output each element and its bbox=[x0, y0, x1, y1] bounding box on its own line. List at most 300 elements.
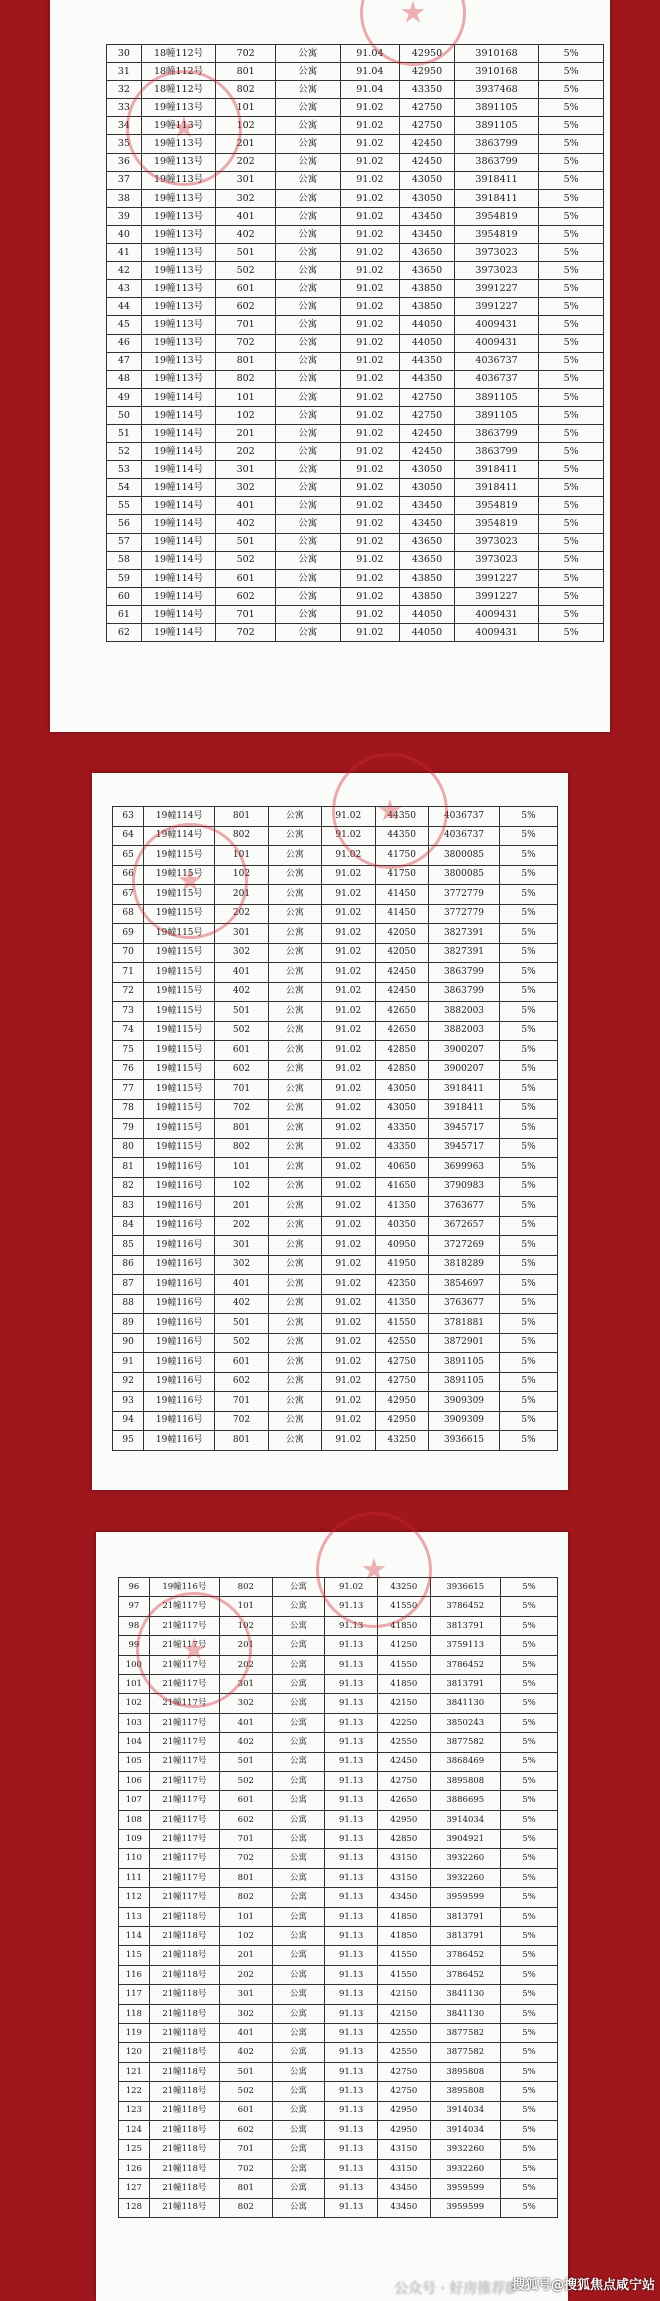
cell-total-price: 3827391 bbox=[428, 943, 499, 963]
cell-total-price: 3973023 bbox=[454, 551, 538, 569]
cell-room: 401 bbox=[219, 1713, 272, 1732]
cell-area: 91.02 bbox=[340, 189, 400, 207]
table-row bbox=[113, 1197, 558, 1217]
cell-area: 91.02 bbox=[340, 461, 400, 479]
cell-unit-price: 40350 bbox=[375, 1216, 428, 1236]
cell-discount: 5% bbox=[539, 424, 604, 442]
cell-unit-price: 42450 bbox=[375, 963, 428, 983]
cell-total-price: 3937468 bbox=[454, 81, 538, 99]
table-row bbox=[119, 1616, 558, 1635]
cell-area: 91.13 bbox=[325, 2198, 378, 2217]
cell-usage: 公寓 bbox=[275, 99, 340, 117]
cell-unit-price: 42150 bbox=[377, 1985, 430, 2004]
cell-total-price: 3841130 bbox=[430, 1985, 500, 2004]
cell-index: 81 bbox=[113, 1158, 144, 1178]
cell-total-price: 3914034 bbox=[430, 2101, 500, 2120]
cell-unit-price: 43150 bbox=[377, 2140, 430, 2159]
cell-total-price: 3786452 bbox=[430, 1946, 500, 1965]
cell-index: 119 bbox=[119, 2023, 150, 2042]
table-row bbox=[113, 1333, 558, 1353]
cell-room: 701 bbox=[219, 1830, 272, 1849]
cell-total-price: 3973023 bbox=[454, 244, 538, 262]
cell-room: 602 bbox=[216, 587, 276, 605]
cell-discount: 5% bbox=[500, 1255, 558, 1275]
cell-total-price: 3918411 bbox=[454, 461, 538, 479]
table-row bbox=[113, 1138, 558, 1158]
cell-index: 108 bbox=[119, 1810, 150, 1829]
cell-room: 702 bbox=[216, 624, 276, 642]
cell-building: 19幢113号 bbox=[141, 298, 216, 316]
cell-total-price: 3759113 bbox=[430, 1636, 500, 1655]
table-row bbox=[107, 117, 604, 135]
cell-index: 115 bbox=[119, 1946, 150, 1965]
cell-index: 93 bbox=[113, 1392, 144, 1412]
cell-index: 91 bbox=[113, 1353, 144, 1373]
cell-room: 502 bbox=[219, 2082, 272, 2101]
cell-area: 91.02 bbox=[322, 1255, 375, 1275]
table-row bbox=[119, 1907, 558, 1926]
cell-discount: 5% bbox=[500, 1119, 558, 1139]
cell-total-price: 3918411 bbox=[454, 189, 538, 207]
cell-unit-price: 41450 bbox=[375, 885, 428, 905]
cell-total-price: 3699963 bbox=[428, 1158, 499, 1178]
table-row bbox=[119, 1674, 558, 1693]
cell-total-price: 3891105 bbox=[454, 117, 538, 135]
table-row bbox=[107, 207, 604, 225]
cell-room: 201 bbox=[215, 885, 268, 905]
cell-area: 91.13 bbox=[325, 1752, 378, 1771]
cell-usage: 公寓 bbox=[275, 587, 340, 605]
table-row bbox=[119, 1868, 558, 1887]
cell-room: 302 bbox=[219, 2004, 272, 2023]
cell-total-price: 3863799 bbox=[454, 424, 538, 442]
cell-building: 21幢118号 bbox=[149, 2179, 219, 2198]
cell-unit-price: 41350 bbox=[375, 1197, 428, 1217]
cell-area: 91.02 bbox=[322, 1002, 375, 1022]
cell-building: 19幢115号 bbox=[144, 1138, 215, 1158]
cell-room: 502 bbox=[215, 1021, 268, 1041]
cell-usage: 公寓 bbox=[272, 1636, 325, 1655]
cell-total-price: 3882003 bbox=[428, 1021, 499, 1041]
cell-total-price: 3841130 bbox=[430, 1694, 500, 1713]
cell-building: 21幢118号 bbox=[149, 1907, 219, 1926]
cell-unit-price: 42450 bbox=[377, 1752, 430, 1771]
cell-total-price: 3868469 bbox=[430, 1752, 500, 1771]
cell-index: 85 bbox=[113, 1236, 144, 1256]
cell-room: 202 bbox=[216, 153, 276, 171]
table-row bbox=[119, 1849, 558, 1868]
cell-room: 101 bbox=[215, 1158, 268, 1178]
cell-area: 91.13 bbox=[325, 2140, 378, 2159]
cell-usage: 公寓 bbox=[272, 2082, 325, 2101]
cell-building: 21幢118号 bbox=[149, 2023, 219, 2042]
cell-index: 58 bbox=[107, 551, 142, 569]
cell-building: 21幢118号 bbox=[149, 1946, 219, 1965]
cell-total-price: 3863799 bbox=[428, 982, 499, 1002]
table-row bbox=[107, 81, 604, 99]
cell-building: 19幢115号 bbox=[144, 1099, 215, 1119]
cell-discount: 5% bbox=[539, 316, 604, 334]
cell-index: 120 bbox=[119, 2043, 150, 2062]
cell-area: 91.02 bbox=[322, 1314, 375, 1334]
cell-index: 79 bbox=[113, 1119, 144, 1139]
cell-discount: 5% bbox=[539, 624, 604, 642]
cell-building: 19幢113号 bbox=[141, 207, 216, 225]
cell-area: 91.02 bbox=[340, 443, 400, 461]
cell-area: 91.02 bbox=[340, 605, 400, 623]
cell-room: 302 bbox=[219, 1694, 272, 1713]
cell-area: 91.02 bbox=[322, 1333, 375, 1353]
table-row bbox=[113, 904, 558, 924]
cell-building: 19幢114号 bbox=[141, 461, 216, 479]
cell-area: 91.02 bbox=[322, 1431, 375, 1451]
wechat-account-watermark: 公众号 · 好房推荐B bbox=[394, 2281, 515, 2297]
cell-area: 91.02 bbox=[340, 298, 400, 316]
cell-usage: 公寓 bbox=[272, 1655, 325, 1674]
table-row bbox=[107, 244, 604, 262]
cell-usage: 公寓 bbox=[275, 316, 340, 334]
table-row bbox=[119, 1694, 558, 1713]
cell-building: 19幢113号 bbox=[141, 135, 216, 153]
cell-building: 21幢117号 bbox=[149, 1674, 219, 1693]
cell-total-price: 4036737 bbox=[454, 370, 538, 388]
cell-unit-price: 41850 bbox=[377, 1907, 430, 1926]
cell-discount: 5% bbox=[500, 1713, 557, 1732]
price-list-page-2 bbox=[92, 773, 568, 1490]
table-row bbox=[113, 943, 558, 963]
cell-unit-price: 43150 bbox=[377, 2159, 430, 2178]
cell-usage: 公寓 bbox=[268, 1158, 321, 1178]
cell-room: 302 bbox=[215, 1255, 268, 1275]
cell-area: 91.02 bbox=[340, 207, 400, 225]
cell-usage: 公寓 bbox=[272, 1674, 325, 1693]
table-body bbox=[113, 807, 558, 1451]
table-row bbox=[107, 135, 604, 153]
cell-total-price: 3959599 bbox=[430, 2198, 500, 2217]
cell-usage: 公寓 bbox=[275, 117, 340, 135]
cell-unit-price: 41850 bbox=[377, 1616, 430, 1635]
cell-total-price: 3895808 bbox=[430, 1771, 500, 1790]
cell-discount: 5% bbox=[500, 1849, 557, 1868]
cell-area: 91.02 bbox=[340, 316, 400, 334]
cell-building: 21幢118号 bbox=[149, 2120, 219, 2139]
cell-area: 91.13 bbox=[325, 2023, 378, 2042]
cell-index: 66 bbox=[113, 865, 144, 885]
cell-discount: 5% bbox=[500, 2101, 557, 2120]
cell-usage: 公寓 bbox=[268, 904, 321, 924]
cell-room: 302 bbox=[216, 479, 276, 497]
cell-building: 21幢118号 bbox=[149, 2140, 219, 2159]
cell-index: 104 bbox=[119, 1733, 150, 1752]
cell-building: 19幢115号 bbox=[144, 904, 215, 924]
cell-room: 702 bbox=[216, 334, 276, 352]
cell-room: 801 bbox=[216, 352, 276, 370]
table-row bbox=[107, 497, 604, 515]
cell-index: 61 bbox=[107, 605, 142, 623]
cell-unit-price: 42750 bbox=[377, 2082, 430, 2101]
table-row bbox=[107, 352, 604, 370]
cell-total-price: 3991227 bbox=[454, 298, 538, 316]
cell-room: 102 bbox=[216, 117, 276, 135]
cell-unit-price: 42850 bbox=[377, 1830, 430, 1849]
cell-area: 91.02 bbox=[322, 1041, 375, 1061]
cell-room: 502 bbox=[219, 1771, 272, 1790]
cell-total-price: 3763677 bbox=[428, 1294, 499, 1314]
cell-building: 19幢116号 bbox=[149, 1578, 219, 1597]
cell-area: 91.13 bbox=[325, 2082, 378, 2101]
table-row bbox=[113, 1275, 558, 1295]
cell-building: 19幢113号 bbox=[141, 280, 216, 298]
cell-discount: 5% bbox=[500, 2004, 557, 2023]
cell-index: 128 bbox=[119, 2198, 150, 2217]
table-row bbox=[113, 1431, 558, 1451]
cell-area: 91.02 bbox=[322, 865, 375, 885]
cell-total-price: 3781881 bbox=[428, 1314, 499, 1334]
cell-unit-price: 41250 bbox=[377, 1636, 430, 1655]
table-row bbox=[107, 370, 604, 388]
cell-discount: 5% bbox=[500, 2082, 557, 2101]
cell-index: 68 bbox=[113, 904, 144, 924]
cell-building: 19幢115号 bbox=[144, 943, 215, 963]
cell-building: 19幢114号 bbox=[141, 569, 216, 587]
cell-room: 801 bbox=[215, 807, 268, 827]
cell-index: 74 bbox=[113, 1021, 144, 1041]
table-row bbox=[113, 1372, 558, 1392]
cell-unit-price: 42950 bbox=[377, 2120, 430, 2139]
table-row bbox=[107, 443, 604, 461]
cell-total-price: 3895808 bbox=[430, 2082, 500, 2101]
cell-room: 201 bbox=[216, 135, 276, 153]
cell-usage: 公寓 bbox=[272, 1597, 325, 1616]
cell-area: 91.02 bbox=[340, 515, 400, 533]
cell-usage: 公寓 bbox=[268, 1275, 321, 1295]
cell-usage: 公寓 bbox=[275, 424, 340, 442]
cell-unit-price: 42750 bbox=[375, 1353, 428, 1373]
cell-usage: 公寓 bbox=[272, 1946, 325, 1965]
cell-discount: 5% bbox=[500, 943, 558, 963]
cell-discount: 5% bbox=[539, 497, 604, 515]
cell-index: 95 bbox=[113, 1431, 144, 1451]
cell-room: 701 bbox=[216, 316, 276, 334]
table-row bbox=[119, 1733, 558, 1752]
cell-unit-price: 42750 bbox=[400, 388, 455, 406]
table-row bbox=[119, 2159, 558, 2178]
cell-index: 30 bbox=[107, 45, 142, 63]
table-row bbox=[107, 280, 604, 298]
cell-area: 91.13 bbox=[325, 2120, 378, 2139]
cell-usage: 公寓 bbox=[268, 1353, 321, 1373]
cell-area: 91.13 bbox=[325, 1674, 378, 1693]
cell-area: 91.13 bbox=[325, 1694, 378, 1713]
cell-room: 401 bbox=[219, 2023, 272, 2042]
cell-usage: 公寓 bbox=[268, 1119, 321, 1139]
cell-building: 21幢118号 bbox=[149, 1985, 219, 2004]
cell-building: 19幢114号 bbox=[141, 497, 216, 515]
price-table bbox=[106, 44, 604, 642]
cell-index: 123 bbox=[119, 2101, 150, 2120]
table-row bbox=[113, 1392, 558, 1412]
cell-discount: 5% bbox=[539, 207, 604, 225]
cell-discount: 5% bbox=[539, 479, 604, 497]
cell-discount: 5% bbox=[539, 370, 604, 388]
cell-usage: 公寓 bbox=[268, 943, 321, 963]
table-row bbox=[119, 2023, 558, 2042]
cell-total-price: 3959599 bbox=[430, 1888, 500, 1907]
cell-area: 91.02 bbox=[322, 943, 375, 963]
cell-usage: 公寓 bbox=[268, 1197, 321, 1217]
table-row bbox=[119, 2101, 558, 2120]
cell-usage: 公寓 bbox=[268, 1060, 321, 1080]
cell-total-price: 3936615 bbox=[428, 1431, 499, 1451]
cell-unit-price: 43250 bbox=[377, 1578, 430, 1597]
cell-usage: 公寓 bbox=[272, 1733, 325, 1752]
cell-area: 91.13 bbox=[325, 2043, 378, 2062]
cell-unit-price: 43350 bbox=[375, 1138, 428, 1158]
cell-room: 702 bbox=[219, 2159, 272, 2178]
cell-usage: 公寓 bbox=[272, 2179, 325, 2198]
cell-discount: 5% bbox=[539, 135, 604, 153]
cell-area: 91.02 bbox=[322, 1353, 375, 1373]
cell-discount: 5% bbox=[500, 1771, 557, 1790]
cell-total-price: 3900207 bbox=[428, 1041, 499, 1061]
cell-index: 46 bbox=[107, 334, 142, 352]
table-row bbox=[107, 569, 604, 587]
cell-index: 83 bbox=[113, 1197, 144, 1217]
cell-area: 91.13 bbox=[325, 1830, 378, 1849]
cell-building: 19幢113号 bbox=[141, 117, 216, 135]
cell-discount: 5% bbox=[500, 1655, 557, 1674]
cell-area: 91.02 bbox=[322, 1119, 375, 1139]
cell-area: 91.13 bbox=[325, 1733, 378, 1752]
cell-discount: 5% bbox=[500, 1965, 557, 1984]
cell-area: 91.02 bbox=[340, 533, 400, 551]
cell-total-price: 3954819 bbox=[454, 497, 538, 515]
cell-total-price: 3813791 bbox=[430, 1616, 500, 1635]
cell-index: 76 bbox=[113, 1060, 144, 1080]
cell-usage: 公寓 bbox=[275, 45, 340, 63]
cell-index: 114 bbox=[119, 1927, 150, 1946]
cell-total-price: 3877582 bbox=[430, 1733, 500, 1752]
cell-room: 502 bbox=[216, 262, 276, 280]
cell-unit-price: 42550 bbox=[377, 2043, 430, 2062]
cell-usage: 公寓 bbox=[272, 2120, 325, 2139]
cell-total-price: 3854697 bbox=[428, 1275, 499, 1295]
price-list-page-1 bbox=[50, 0, 610, 732]
cell-building: 19幢116号 bbox=[144, 1216, 215, 1236]
table-row bbox=[107, 587, 604, 605]
cell-building: 21幢117号 bbox=[149, 1655, 219, 1674]
cell-unit-price: 42950 bbox=[400, 63, 455, 81]
cell-room: 401 bbox=[215, 1275, 268, 1295]
cell-usage: 公寓 bbox=[272, 1713, 325, 1732]
cell-total-price: 3914034 bbox=[430, 1810, 500, 1829]
cell-room: 301 bbox=[216, 461, 276, 479]
cell-total-price: 4009431 bbox=[454, 605, 538, 623]
cell-room: 702 bbox=[215, 1411, 268, 1431]
cell-unit-price: 42850 bbox=[375, 1060, 428, 1080]
cell-building: 18幢112号 bbox=[141, 45, 216, 63]
cell-discount: 5% bbox=[539, 262, 604, 280]
cell-discount: 5% bbox=[539, 443, 604, 461]
cell-total-price: 3932260 bbox=[430, 1868, 500, 1887]
cell-usage: 公寓 bbox=[275, 551, 340, 569]
cell-total-price: 3863799 bbox=[428, 963, 499, 983]
cell-index: 65 bbox=[113, 846, 144, 866]
table-row bbox=[113, 1216, 558, 1236]
cell-building: 21幢118号 bbox=[149, 2101, 219, 2120]
cell-area: 91.02 bbox=[322, 1099, 375, 1119]
cell-discount: 5% bbox=[500, 1810, 557, 1829]
cell-building: 19幢113号 bbox=[141, 225, 216, 243]
cell-unit-price: 42450 bbox=[375, 982, 428, 1002]
table-row bbox=[119, 2043, 558, 2062]
cell-index: 106 bbox=[119, 1771, 150, 1790]
cell-building: 19幢113号 bbox=[141, 99, 216, 117]
table-row bbox=[113, 963, 558, 983]
cell-usage: 公寓 bbox=[268, 1177, 321, 1197]
cell-discount: 5% bbox=[500, 1674, 557, 1693]
cell-usage: 公寓 bbox=[272, 2043, 325, 2062]
cell-total-price: 3813791 bbox=[430, 1907, 500, 1926]
cell-usage: 公寓 bbox=[275, 63, 340, 81]
cell-unit-price: 43050 bbox=[400, 189, 455, 207]
cell-unit-price: 41750 bbox=[375, 846, 428, 866]
price-list-page-3 bbox=[96, 1532, 568, 2301]
cell-usage: 公寓 bbox=[275, 605, 340, 623]
cell-area: 91.02 bbox=[340, 225, 400, 243]
table-row bbox=[119, 1830, 558, 1849]
cell-total-price: 3863799 bbox=[454, 153, 538, 171]
cell-discount: 5% bbox=[500, 1694, 557, 1713]
cell-index: 94 bbox=[113, 1411, 144, 1431]
cell-usage: 公寓 bbox=[275, 497, 340, 515]
cell-usage: 公寓 bbox=[275, 171, 340, 189]
table-row bbox=[113, 924, 558, 944]
cell-index: 59 bbox=[107, 569, 142, 587]
cell-discount: 5% bbox=[500, 924, 558, 944]
cell-index: 125 bbox=[119, 2140, 150, 2159]
cell-room: 201 bbox=[219, 1946, 272, 1965]
cell-total-price: 3954819 bbox=[454, 515, 538, 533]
table-row bbox=[113, 1314, 558, 1334]
cell-total-price: 3909309 bbox=[428, 1392, 499, 1412]
table-row bbox=[107, 424, 604, 442]
table-row bbox=[107, 515, 604, 533]
cell-building: 21幢117号 bbox=[149, 1752, 219, 1771]
table-row bbox=[107, 63, 604, 81]
table-row bbox=[107, 189, 604, 207]
table-row bbox=[119, 1713, 558, 1732]
cell-usage: 公寓 bbox=[275, 569, 340, 587]
cell-total-price: 3772779 bbox=[428, 885, 499, 905]
cell-discount: 5% bbox=[500, 2043, 557, 2062]
cell-total-price: 3786452 bbox=[430, 1655, 500, 1674]
cell-area: 91.02 bbox=[322, 1060, 375, 1080]
cell-usage: 公寓 bbox=[272, 1985, 325, 2004]
cell-usage: 公寓 bbox=[268, 1002, 321, 1022]
cell-building: 19幢115号 bbox=[144, 1060, 215, 1080]
cell-unit-price: 44050 bbox=[400, 624, 455, 642]
cell-usage: 公寓 bbox=[272, 1927, 325, 1946]
cell-unit-price: 42450 bbox=[400, 443, 455, 461]
cell-usage: 公寓 bbox=[275, 406, 340, 424]
cell-room: 302 bbox=[216, 189, 276, 207]
cell-building: 19幢114号 bbox=[141, 424, 216, 442]
cell-discount: 5% bbox=[500, 807, 558, 827]
cell-usage: 公寓 bbox=[272, 1888, 325, 1907]
cell-room: 601 bbox=[216, 280, 276, 298]
cell-usage: 公寓 bbox=[268, 1041, 321, 1061]
